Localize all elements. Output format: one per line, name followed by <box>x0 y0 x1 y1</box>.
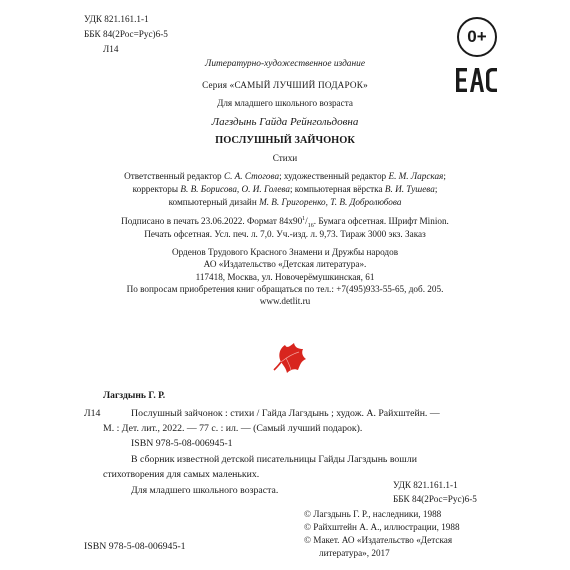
credit-name-art-editor: Е. М. Ларская <box>388 171 444 181</box>
credit-role-art-editor: ; художественный редактор <box>279 171 387 181</box>
series-name: Серия «САМЫЙ ЛУЧШИЙ ПОДАРОК» <box>202 80 368 90</box>
print-info-text-1: Подписано в печать 23.06.2022. Формат 84x90 <box>121 216 303 227</box>
author-full-name: Лагздынь Гайда Рейнгольдовна <box>211 116 359 128</box>
credit-role-design: компьютерный дизайн <box>168 197 257 207</box>
age-rating-text: 0+ <box>467 26 487 46</box>
genre: Стихи <box>272 153 298 163</box>
publisher-line-2: АО «Издательство «Детская литература». <box>203 259 367 269</box>
catalog-author-mark: Л14 <box>84 408 101 419</box>
credit-name-design: М. В. Григоренко, Т. В. Добролюбова <box>259 197 402 207</box>
credit-name-layout: В. И. Тушева <box>384 184 435 194</box>
catalog-desc-2: стихотворения для самых маленьких. <box>103 469 260 480</box>
format-fraction-num: 1 <box>302 216 306 222</box>
print-info-line-1: Подписано в печать 23.06.2022. Формат $84x90^1/_{16}$. Бумага офсетная. Шрифт Minion. <box>121 216 449 229</box>
publisher-line-1: Орденов Трудового Красного Знамени и Дружбы народов <box>171 247 399 257</box>
credits-line-1 <box>0 171 570 182</box>
copyright-illustrator: © Райхштейн А. А., иллюстрации, 1988 <box>304 522 460 532</box>
print-info-text-1-end: . Бумага офсетная. Шрифт Minion. <box>313 216 449 227</box>
publisher-phone: По вопросам приобретения книг обращаться по тел.: +7(495)933-55-65, доб. 205. <box>126 284 444 294</box>
credits-line-2 <box>0 184 570 195</box>
age-rating-badge <box>457 17 497 57</box>
catalog-desc-1: В сборник известной детской писательницы Гайды Лагздынь вошли <box>131 454 417 465</box>
credit-role-proofreaders: корректоры <box>132 184 179 194</box>
edition-type: Литературно-художественное издание <box>205 59 365 69</box>
credit-role-managing-editor: Ответственный редактор <box>124 171 222 181</box>
catalog-line-2: М. : Дет. лит., 2022. — 77 с. : ил. — (Самый лучший подарок). <box>103 423 363 434</box>
udk-code-top: УДК 821.161.1-1 <box>84 14 149 24</box>
catalog-author: Лагздынь Г. Р. <box>103 390 166 401</box>
author-mark-top: Л14 <box>103 44 119 54</box>
publisher-website: www.detlit.ru <box>259 296 311 306</box>
catalog-line-1: Послушный зайчонок : стихи / Гайда Лагздынь ; худож. А. Райхштейн. — <box>131 408 440 419</box>
credit-separator-1: ; <box>443 171 446 181</box>
bbk-code-bottom: ББК 84(2Рос=Рус)6-5 <box>393 494 477 504</box>
catalog-isbn: ISBN 978-5-08-006945-1 <box>131 438 233 449</box>
publisher-address: 117418, Москва, ул. Новочерёмушкинская, 61 <box>195 272 375 282</box>
publisher-leaf-icon <box>268 340 308 381</box>
copyright-author: © Лагздынь Г. Р., наследники, 1988 <box>304 509 442 519</box>
credit-role-layout: ; компьютерная вёрстка <box>289 184 383 194</box>
copyright-layout: © Макет. АО «Издательство «Детская <box>304 535 453 545</box>
credit-separator-2: ; <box>434 184 438 194</box>
catalog-desc-3: Для младшего школьного возраста. <box>131 485 279 496</box>
book-title: ПОСЛУШНЫЙ ЗАЙЧОНОК <box>215 135 355 146</box>
audience-top: Для младшего школьного возраста <box>217 98 353 108</box>
credit-name-managing-editor: С. А. Стогова <box>223 171 280 181</box>
bottom-isbn: ISBN 978-5-08-006945-1 <box>84 541 186 552</box>
udk-code-bottom: УДК 821.161.1-1 <box>393 480 458 490</box>
credits-line-3 <box>0 197 570 208</box>
credit-name-proofreaders: В. В. Борисова, О. И. Голева <box>180 184 290 194</box>
bbk-code-top: ББК 84(2Рос=Рус)6-5 <box>84 29 168 39</box>
copyright-layout-cont: литература», 2017 <box>319 548 390 558</box>
format-fraction-den: 16 <box>307 222 314 229</box>
print-info-line-2: Печать офсетная. Усл. печ. л. 7,0. Уч.-изд. л. 9,73. Тираж 3000 экз. Заказ <box>144 229 426 239</box>
